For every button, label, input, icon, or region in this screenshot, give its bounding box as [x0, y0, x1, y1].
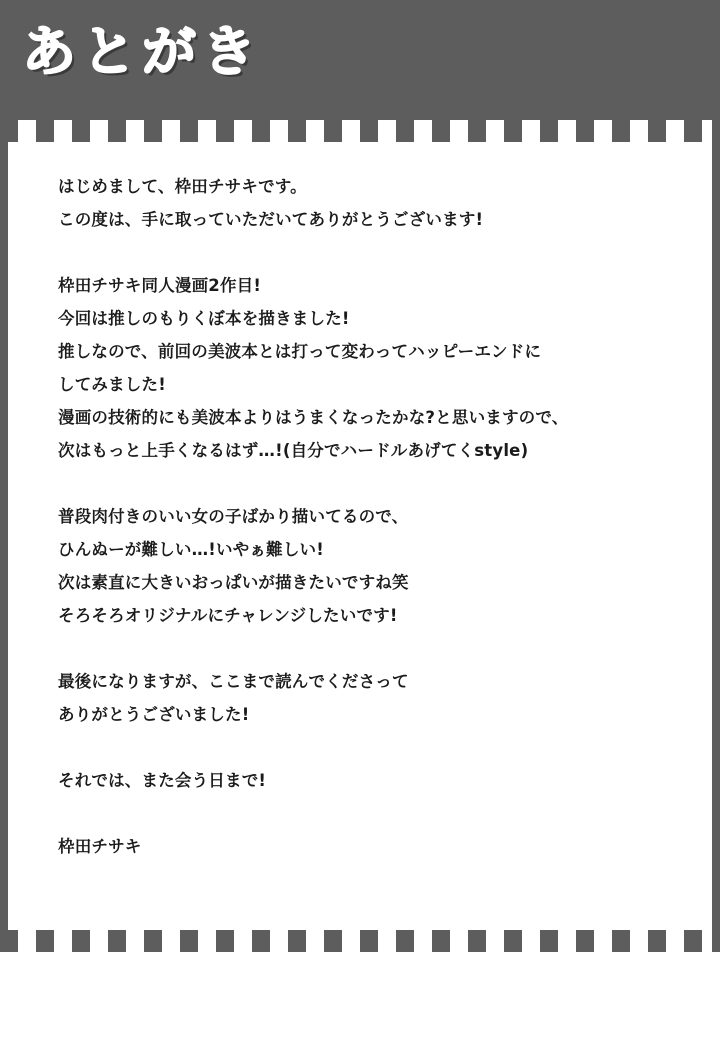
castellation-tooth [36, 930, 54, 952]
castellation-tooth [540, 120, 558, 142]
castellation-tooth [360, 930, 378, 952]
castellation-tooth [576, 930, 594, 952]
text-line: 次はもっと上手くなるはず…!(自分でハードルあげてくstyle) [58, 441, 529, 460]
castellation-tooth [396, 930, 414, 952]
author-signature [58, 830, 678, 863]
castellation-tooth [288, 120, 306, 142]
castellation-tooth [72, 930, 90, 952]
text-line: 枠田チサキ [58, 837, 142, 856]
text-line: 最後になりますが、ここまで読んでくださって [58, 672, 409, 691]
castellation-tooth [612, 930, 630, 952]
paragraph-about-work [58, 269, 678, 467]
castellation-tooth [252, 120, 270, 142]
paragraph-farewell [58, 764, 678, 797]
castellation-tooth [468, 930, 486, 952]
page-title: あとがき [22, 20, 262, 83]
text-line: してみました! [58, 375, 166, 394]
castellation-tooth [504, 120, 522, 142]
castellation-tooth [72, 120, 90, 142]
castellation-tooth [108, 930, 126, 952]
castellation-tooth [684, 120, 702, 142]
text-line: 推しなので、前回の美波本とは打って変わってハッピーエンドに [58, 342, 542, 361]
text-line: この度は、手に取っていただいてありがとうございます! [58, 210, 484, 229]
castellation-tooth [36, 120, 54, 142]
castellation-tooth [576, 120, 594, 142]
castellation-tooth [648, 120, 666, 142]
castellation-tooth [540, 930, 558, 952]
text-line: 枠田チサキ同人漫画2作目! [58, 276, 262, 295]
castellation-tooth [684, 930, 702, 952]
castellation-tooth [324, 120, 342, 142]
left-rail [0, 120, 8, 952]
paragraph-thanks [58, 665, 678, 731]
castellation-tooth [180, 120, 198, 142]
castellation-tooth [144, 930, 162, 952]
castellation-tooth [144, 120, 162, 142]
castellation-tooth [468, 120, 486, 142]
right-rail [712, 120, 720, 952]
castellation-tooth [252, 930, 270, 952]
text-line: ありがとうございました! [58, 705, 250, 724]
text-line: ひんぬーが難しい…!いやぁ難しい! [58, 540, 324, 559]
castellation-tooth [324, 930, 342, 952]
castellation-tooth [648, 930, 666, 952]
castellation-tooth [504, 930, 522, 952]
castellation-tooth [288, 930, 306, 952]
castellation-tooth [0, 930, 18, 952]
castellation-tooth [216, 120, 234, 142]
paragraph-greeting [58, 170, 678, 236]
castellation-tooth [612, 120, 630, 142]
castellation-tooth [360, 120, 378, 142]
text-line: 漫画の技術的にも美波本よりはうまくなったかな?と思いますので、 [58, 408, 569, 427]
paragraph-drawing-notes [58, 500, 678, 632]
castellation-tooth [396, 120, 414, 142]
top-castellation-border [0, 120, 720, 142]
castellation-tooth [432, 930, 450, 952]
text-line: はじめまして、枠田チサキです。 [58, 177, 307, 196]
text-line: 次は素直に大きいおっぱいが描きたいですね笑 [58, 573, 409, 592]
text-line: 今回は推しのもりくぼ本を描きました! [58, 309, 350, 328]
text-line: それでは、また会う日まで! [58, 771, 267, 790]
castellation-tooth [180, 930, 198, 952]
text-line: そろそろオリジナルにチャレンジしたいです! [58, 606, 398, 625]
text-line: 普段肉付きのいい女の子ばかり描いてるので、 [58, 507, 409, 526]
bottom-castellation-border [0, 930, 720, 952]
castellation-tooth [432, 120, 450, 142]
afterword-body [58, 170, 678, 863]
castellation-tooth [216, 930, 234, 952]
header-band [0, 0, 720, 120]
castellation-tooth [108, 120, 126, 142]
